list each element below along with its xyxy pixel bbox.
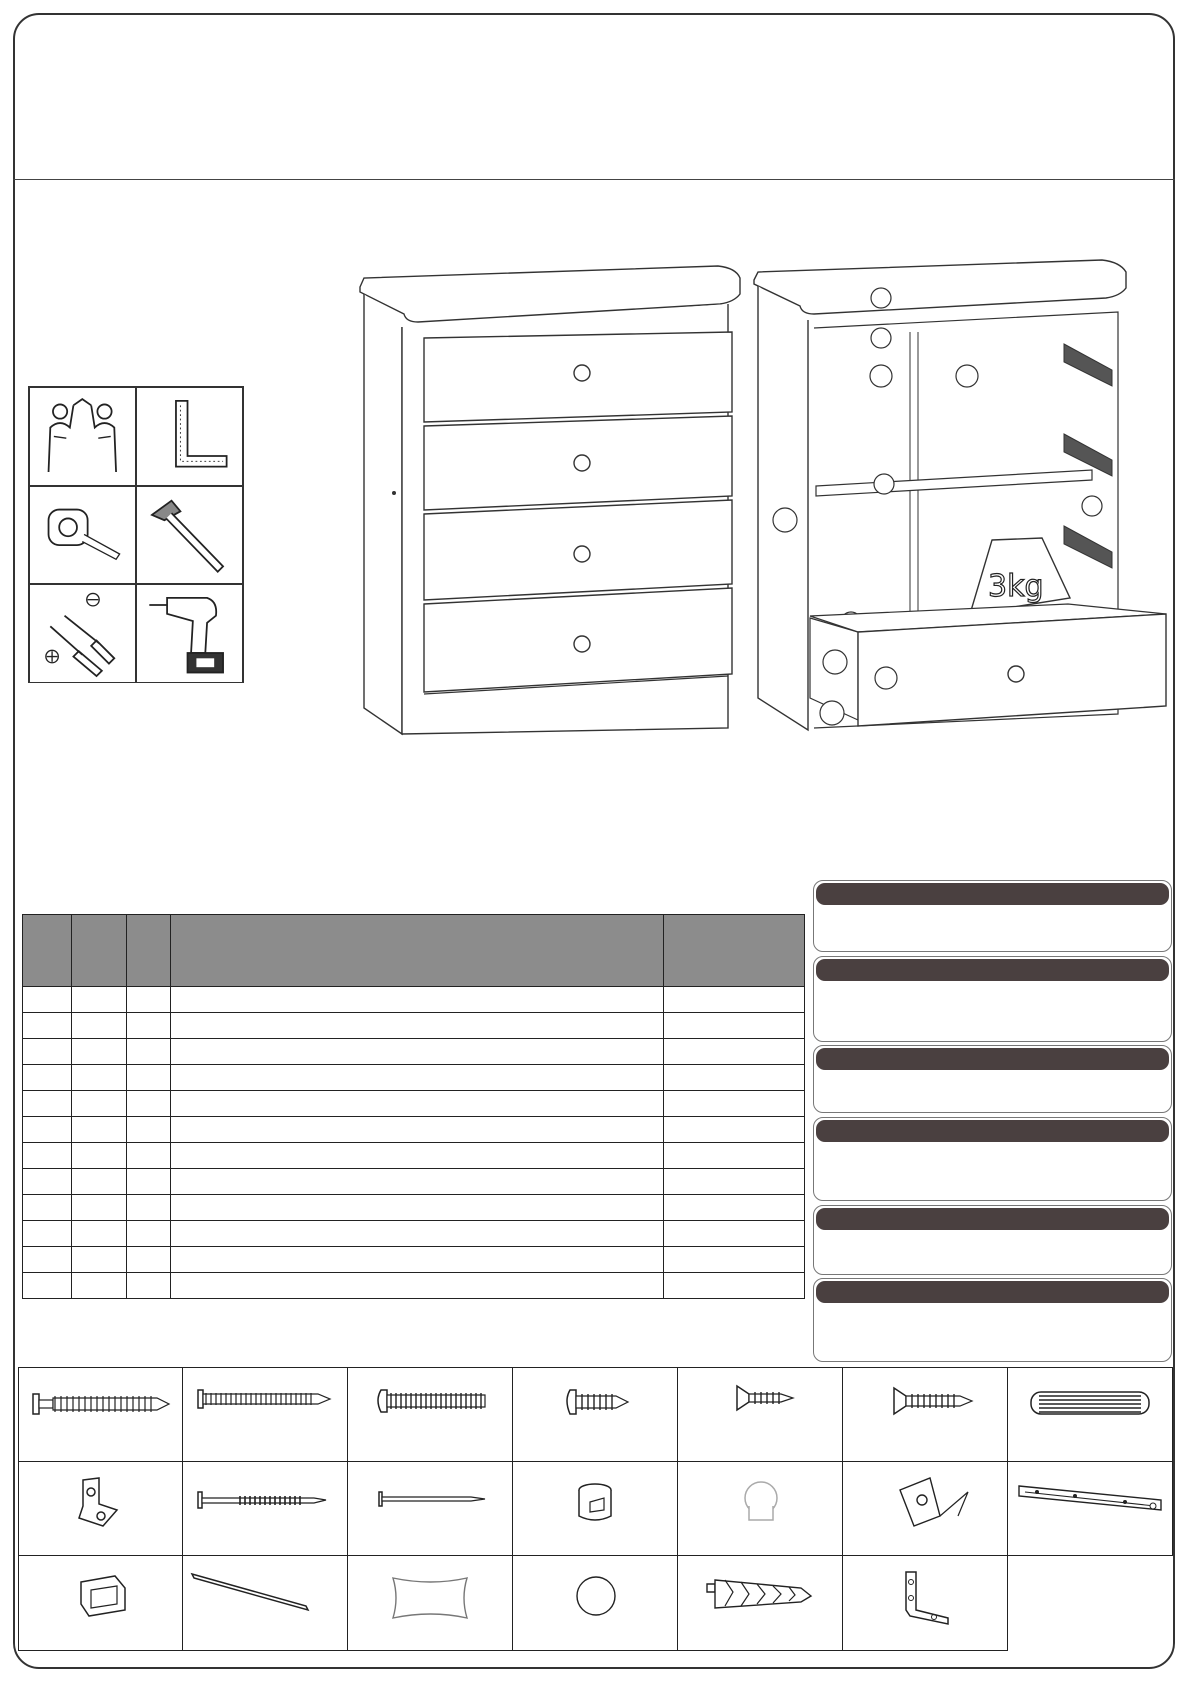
table-cell bbox=[23, 1247, 72, 1273]
table-cell bbox=[127, 1143, 171, 1169]
table-header-cell bbox=[23, 915, 72, 987]
table-cell bbox=[171, 987, 663, 1013]
table-cell bbox=[127, 1013, 171, 1039]
table-cell bbox=[23, 987, 72, 1013]
drawer-rail-icon bbox=[1015, 1476, 1165, 1531]
nail-icon bbox=[355, 1476, 505, 1531]
notice-title-bar bbox=[816, 1281, 1169, 1303]
notice-box bbox=[813, 1278, 1172, 1362]
table-cell bbox=[171, 1091, 663, 1117]
table-row bbox=[23, 1065, 805, 1091]
hardware-cell-empty bbox=[1007, 1555, 1173, 1650]
table-cell bbox=[663, 987, 804, 1013]
screwdrivers-icon bbox=[34, 589, 131, 678]
table-cell bbox=[23, 1221, 72, 1247]
table-row bbox=[23, 1143, 805, 1169]
table-row bbox=[23, 1273, 805, 1299]
hardware-cell bbox=[677, 1367, 843, 1462]
table-row bbox=[23, 1013, 805, 1039]
parts-list-table bbox=[22, 914, 805, 1299]
tool-cell bbox=[29, 486, 136, 585]
table-cell bbox=[663, 1117, 804, 1143]
short-screw-icon bbox=[520, 1382, 670, 1437]
weight-label: 3kg bbox=[988, 569, 1044, 604]
table-header-row bbox=[23, 915, 805, 987]
table-cell bbox=[23, 1117, 72, 1143]
table-cell bbox=[171, 1039, 663, 1065]
table-row bbox=[23, 1221, 805, 1247]
table-cell bbox=[663, 1091, 804, 1117]
tool-cell bbox=[136, 486, 243, 585]
allen-key-icon bbox=[190, 1570, 340, 1625]
hardware-cell bbox=[18, 1367, 184, 1462]
table-cell bbox=[171, 1065, 663, 1091]
table-cell bbox=[127, 1091, 171, 1117]
notice-box bbox=[813, 1117, 1172, 1201]
notice-title-bar bbox=[816, 959, 1169, 981]
chest-closed-illustration bbox=[358, 262, 743, 736]
table-cell bbox=[663, 1169, 804, 1195]
table-cell bbox=[23, 1065, 72, 1091]
table-row bbox=[23, 1169, 805, 1195]
table-row bbox=[23, 1117, 805, 1143]
hardware-cell bbox=[347, 1555, 513, 1650]
table-cell bbox=[171, 1247, 663, 1273]
table-cell bbox=[72, 1143, 127, 1169]
long-bolt-icon bbox=[25, 1382, 175, 1437]
table-cell bbox=[72, 1221, 127, 1247]
table-cell bbox=[72, 1065, 127, 1091]
angle-bracket-icon bbox=[25, 1476, 175, 1531]
hardware-cell bbox=[347, 1367, 513, 1462]
hardware-cell bbox=[677, 1461, 843, 1556]
clip-icon bbox=[25, 1570, 175, 1625]
table-cell bbox=[127, 1221, 171, 1247]
table-cell bbox=[23, 1039, 72, 1065]
table-cell bbox=[72, 1247, 127, 1273]
weight-3kg-icon bbox=[970, 538, 1070, 614]
table-cell bbox=[127, 1273, 171, 1299]
cam-lock-icon bbox=[520, 1476, 670, 1531]
cushion-pad-icon bbox=[355, 1570, 505, 1625]
hardware-cell bbox=[512, 1461, 678, 1556]
notice-title-bar bbox=[816, 1208, 1169, 1230]
table-cell bbox=[23, 1195, 72, 1221]
notice-title-bar bbox=[816, 883, 1169, 905]
hardware-cell bbox=[182, 1461, 348, 1556]
table-cell bbox=[663, 1221, 804, 1247]
table-cell bbox=[23, 1143, 72, 1169]
table-cell bbox=[127, 987, 171, 1013]
table-cell bbox=[663, 1013, 804, 1039]
machine-screw-icon bbox=[355, 1382, 505, 1437]
table-cell bbox=[72, 1039, 127, 1065]
table-row bbox=[23, 1195, 805, 1221]
threaded-nail-icon bbox=[190, 1476, 340, 1531]
tool-cell bbox=[29, 584, 136, 683]
table-cell bbox=[72, 1117, 127, 1143]
table-cell bbox=[127, 1247, 171, 1273]
drawer-front bbox=[424, 416, 732, 510]
hardware-cell bbox=[18, 1461, 184, 1556]
table-row bbox=[23, 1091, 805, 1117]
table-cell bbox=[171, 1143, 663, 1169]
table-cell bbox=[127, 1169, 171, 1195]
hardware-cell bbox=[842, 1555, 1008, 1650]
table-cell bbox=[72, 1091, 127, 1117]
hardware-cell bbox=[18, 1555, 184, 1650]
cover-cap-icon bbox=[520, 1570, 670, 1625]
chest-open-illustration bbox=[752, 258, 1172, 738]
table-cell bbox=[171, 1117, 663, 1143]
table-cell bbox=[171, 1195, 663, 1221]
table-cell bbox=[663, 1273, 804, 1299]
table-cell bbox=[663, 1195, 804, 1221]
tool-cell bbox=[29, 387, 136, 486]
tape-measure-icon bbox=[34, 490, 131, 579]
table-cell bbox=[127, 1039, 171, 1065]
flat-head-screw-long-icon bbox=[850, 1382, 1000, 1437]
tool-cell bbox=[136, 584, 243, 683]
table-cell bbox=[663, 1065, 804, 1091]
table-cell bbox=[663, 1039, 804, 1065]
long-wood-screw-icon bbox=[190, 1382, 340, 1437]
table-cell bbox=[72, 1195, 127, 1221]
table-cell bbox=[23, 1169, 72, 1195]
table-cell bbox=[127, 1065, 171, 1091]
table-cell bbox=[171, 1013, 663, 1039]
table-header-cell bbox=[127, 915, 171, 987]
table-header-cell bbox=[663, 915, 804, 987]
notice-box bbox=[813, 1205, 1172, 1275]
table-header-cell bbox=[171, 915, 663, 987]
table-row bbox=[23, 1039, 805, 1065]
table-cell bbox=[23, 1091, 72, 1117]
flat-head-screw-icon bbox=[685, 1382, 835, 1437]
drawer-front bbox=[858, 614, 1166, 726]
table-row bbox=[23, 987, 805, 1013]
hardware-cell bbox=[182, 1555, 348, 1650]
hardware-cell bbox=[842, 1461, 1008, 1556]
table-cell bbox=[23, 1013, 72, 1039]
hardware-cell bbox=[512, 1555, 678, 1650]
table-cell bbox=[171, 1169, 663, 1195]
hardware-cell bbox=[842, 1367, 1008, 1462]
carpenter-square-icon bbox=[141, 392, 238, 481]
wall-bracket-icon bbox=[850, 1570, 1000, 1625]
hardware-cell bbox=[1007, 1461, 1173, 1556]
hardware-cell bbox=[512, 1367, 678, 1462]
table-cell bbox=[127, 1195, 171, 1221]
knob-icon bbox=[685, 1476, 835, 1531]
table-cell bbox=[72, 987, 127, 1013]
hardware-grid bbox=[18, 1367, 1172, 1650]
hardware-cell bbox=[182, 1367, 348, 1462]
table-row bbox=[23, 1247, 805, 1273]
table-cell bbox=[72, 1273, 127, 1299]
tool-cell bbox=[136, 387, 243, 486]
tools-required-grid bbox=[28, 386, 244, 683]
power-drill-icon bbox=[141, 589, 238, 678]
table-cell bbox=[23, 1273, 72, 1299]
drawer-front bbox=[424, 500, 732, 600]
notice-title-bar bbox=[816, 1048, 1169, 1070]
table-cell bbox=[171, 1273, 663, 1299]
table-cell bbox=[127, 1117, 171, 1143]
notice-box bbox=[813, 880, 1172, 952]
table-cell bbox=[663, 1247, 804, 1273]
hammer-icon bbox=[141, 490, 238, 579]
notice-box bbox=[813, 956, 1172, 1042]
wall-plug-icon bbox=[685, 1570, 835, 1625]
two-people-icon bbox=[34, 392, 131, 481]
table-header-cell bbox=[72, 915, 127, 987]
wooden-dowel-icon bbox=[1015, 1382, 1165, 1437]
header-divider bbox=[13, 179, 1175, 180]
corner-plate-icon bbox=[850, 1476, 1000, 1531]
table-cell bbox=[663, 1143, 804, 1169]
drawer-front bbox=[424, 332, 732, 422]
notice-title-bar bbox=[816, 1120, 1169, 1142]
table-cell bbox=[171, 1221, 663, 1247]
drawer-front bbox=[424, 588, 732, 692]
table-cell bbox=[72, 1013, 127, 1039]
hardware-cell bbox=[1007, 1367, 1173, 1462]
hardware-cell bbox=[347, 1461, 513, 1556]
table-cell bbox=[72, 1169, 127, 1195]
notice-box bbox=[813, 1045, 1172, 1113]
hardware-cell bbox=[677, 1555, 843, 1650]
